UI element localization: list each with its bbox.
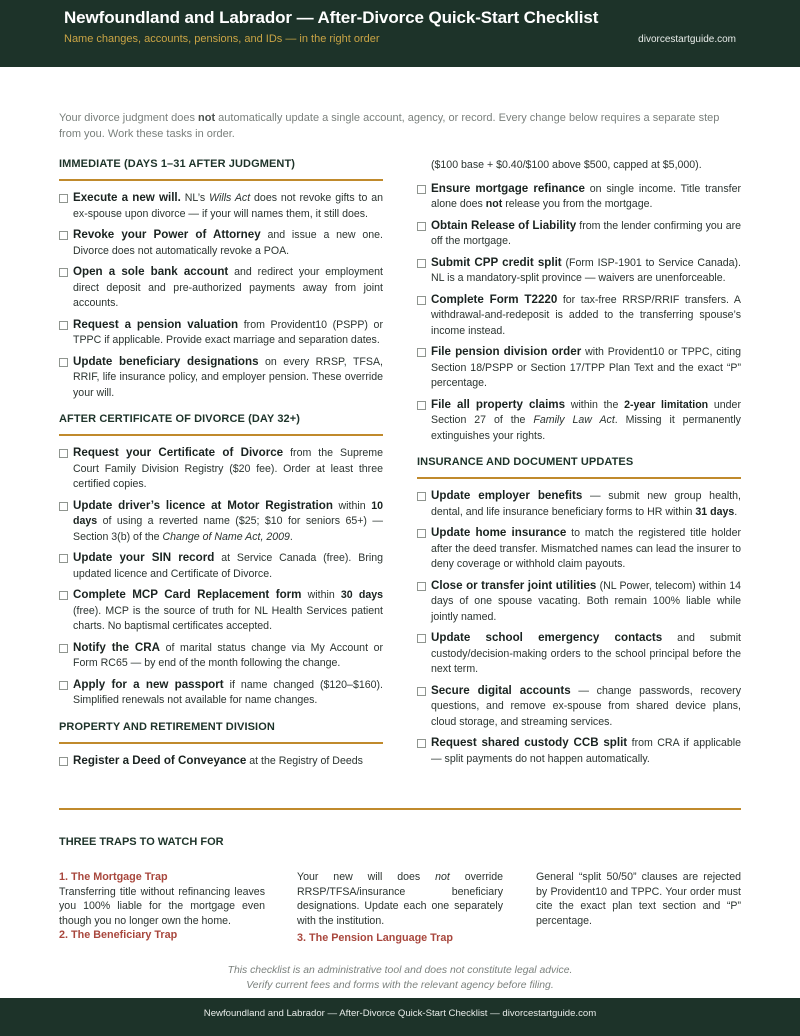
intro-text-start: Your divorce judgment does (59, 112, 199, 124)
checklist-item: Update employer benefits — submit new group health, dental, and life insurance beneficiary forms to HR within 31 days. (417, 488, 741, 520)
intro-emphasis: not (198, 112, 216, 124)
checklist-item: Apply for a new passport if name changed ($120–$160). Simplified renewals not available for name changes. (59, 677, 383, 709)
checkbox[interactable] (59, 358, 68, 367)
checklist-item: Complete Form T2220 for tax-free RRSP/RRIF transfers. A withdrawal-and-redeposit is added to the transferring spouse’s income instead. (417, 292, 741, 340)
checklist-item: Revoke your Power of Attorney and issue a new one. Divorce does not automatically revoke a POA. (59, 227, 383, 259)
footer-text: Newfoundland and Labrador — After-Divorce Quick-Start Checklist — divorcestartguide.com (203, 1008, 597, 1019)
checkbox[interactable] (417, 492, 426, 501)
checkbox[interactable] (59, 321, 68, 330)
checklist-item: Request shared custody CCB split from CRA if applicable — split payments do not happen automatically. (417, 735, 741, 767)
checkbox[interactable] (59, 591, 68, 600)
checklist-item: Secure digital accounts — change passwords, recovery questions, and remove ex-spouse from shared device plans, cloud storage, and streaming services. (417, 683, 741, 731)
checkbox[interactable] (417, 529, 426, 538)
page-title: Newfoundland and Labrador — After-Divorce Quick-Start Checklist (64, 8, 599, 27)
disclaimer-line-1: This checklist is an administrative tool and does not constitute legal advice. (227, 965, 573, 976)
checklist-item: Request a pension valuation from Provident10 (PSPP) or TPPC if applicable. Provide exact marriage and separation dates. (59, 317, 383, 349)
checkbox[interactable] (417, 739, 426, 748)
trap-body-mortgage: Transferring title without refinancing leaves you 100% liable for the mortgage even though you no longer own the home. (59, 885, 265, 927)
trap-body-beneficiary: Your new will does not override RRSP/TFSA/insurance beneficiary designations. Update each one separately with the institution. (297, 871, 504, 927)
checkbox[interactable] (59, 231, 68, 240)
disclaimer (0, 964, 800, 993)
checklist-item: Complete MCP Card Replacement form within 30 days (free). MCP is the source of truth for NL Health Services patient charts. No baptismal certificates accepted. (59, 587, 383, 635)
checkbox[interactable] (59, 554, 68, 563)
checkbox[interactable] (59, 644, 68, 653)
checklist-item: Register a Deed of Conveyance at the Registry of Deeds (59, 753, 383, 770)
checkbox[interactable] (417, 348, 426, 357)
checklist-item: Close or transfer joint utilities (NL Power, telecom) within 14 days of one spouse vacating. Both remain 100% liable while jointly named. (417, 578, 741, 626)
checklist-item: Update driver’s licence at Motor Registration within 10 days of using a reverted name ($25; $10 for seniors 65+) — Section 3(b) of the Change of Name Act, 2009. (59, 498, 383, 546)
checklist-item: Execute a new will. NL’s Wills Act does not revoke gifts to an ex-spouse upon divorce — if your will names them, it still does. (59, 190, 383, 222)
section-heading-property: PROPERTY AND RETIREMENT DIVISION (59, 721, 383, 744)
checkbox[interactable] (59, 502, 68, 511)
checklist-item: Ensure mortgage refinance on single income. Title transfer alone does not release you from the mortgage. (417, 181, 741, 213)
checklist-item: Update school emergency contacts and submit custody/decision-making orders to the school principal before the next term. (417, 630, 741, 678)
checklist-item: Obtain Release of Liability from the lender confirming you are off the mortgage. (417, 218, 741, 250)
page-header (0, 0, 800, 67)
checklist-item: File all property claims within the 2-year limitation under Section 27 of the Family Law Act. Missing it permanently extinguishes your rights. (417, 397, 741, 445)
checklist-item: Request your Certificate of Divorce from the Supreme Court Family Division Registry ($20 fee). Order at least three certified copies. (59, 445, 383, 493)
checklist-item: File pension division order with Provident10 or TPPC, citing Section 18/PSPP or Section 17/TPP Plan Text and the exact “P” percentage. (417, 344, 741, 392)
trap-column-3 (536, 870, 741, 928)
checkbox[interactable] (59, 268, 68, 277)
checkbox[interactable] (417, 634, 426, 643)
page-subtitle: Name changes, accounts, pensions, and IDs — in the right order (64, 33, 380, 45)
intro-paragraph (59, 110, 741, 142)
checklist-item: Update beneficiary designations on every RRSP, TFSA, RRIF, life insurance policy, and employer pension. These override your will. (59, 354, 383, 402)
page-footer (0, 998, 800, 1036)
trap-title-pension: 3. The Pension Language Trap (297, 932, 453, 944)
trap-body-pension: General “split 50/50” clauses are rejected by Provident10 and TPPC. Your order must cite the exact plan text section and “P” percentage. (536, 871, 741, 927)
section-heading-immediate: IMMEDIATE (DAYS 1–31 AFTER JUDGMENT) (59, 158, 383, 181)
checkbox[interactable] (59, 681, 68, 690)
intro-text-end: automatically update a single account, agency, or record. Every change below requires a separate step from you. Work these tasks in order. (59, 112, 720, 140)
checkbox[interactable] (417, 582, 426, 591)
right-column (417, 158, 741, 772)
trap-column-2 (297, 870, 503, 946)
site-name: divorcestartguide.com (638, 34, 736, 45)
checkbox[interactable] (417, 185, 426, 194)
section-divider (59, 808, 741, 810)
checkbox[interactable] (417, 296, 426, 305)
disclaimer-line-2: Verify current fees and forms with the relevant agency before filing. (246, 979, 554, 991)
checkbox[interactable] (417, 259, 426, 268)
section-heading-after-certificate: AFTER CERTIFICATE OF DIVORCE (DAY 32+) (59, 413, 383, 436)
checkbox[interactable] (59, 194, 68, 203)
checklist-item-continuation: ($100 base + $0.40/$100 above $500, capped at $5,000). (431, 159, 702, 171)
left-column (59, 158, 383, 774)
trap-title-beneficiary: 2. The Beneficiary Trap (59, 929, 178, 941)
checklist-item: Update your SIN record at Service Canada (free). Bring updated licence and Certificate of Divorce. (59, 550, 383, 582)
checklist-item: Submit CPP credit split (Form ISP-1901 to Service Canada). NL is a mandatory-split province — waivers are unenforceable. (417, 255, 741, 287)
trap-column-1 (59, 870, 265, 943)
checkbox[interactable] (417, 687, 426, 696)
checklist-item: Notify the CRA of marital status change via My Account or Form RC65 — by end of the month following the change. (59, 640, 383, 672)
trap-title-mortgage: 1. The Mortgage Trap (59, 871, 168, 883)
traps-heading: THREE TRAPS TO WATCH FOR (59, 836, 224, 848)
checkbox[interactable] (417, 401, 426, 410)
checklist-item: Update home insurance to match the registered title holder after the deed transfer. Mismatched names can lead the insurer to deny coverage or withhold claim payouts. (417, 525, 741, 573)
checkbox[interactable] (417, 222, 426, 231)
section-heading-insurance: INSURANCE AND DOCUMENT UPDATES (417, 456, 741, 479)
checklist-item: Open a sole bank account and redirect your employment direct deposit and pre-authorized payments away from joint accounts. (59, 264, 383, 312)
checkbox[interactable] (59, 449, 68, 458)
checkbox[interactable] (59, 757, 68, 766)
